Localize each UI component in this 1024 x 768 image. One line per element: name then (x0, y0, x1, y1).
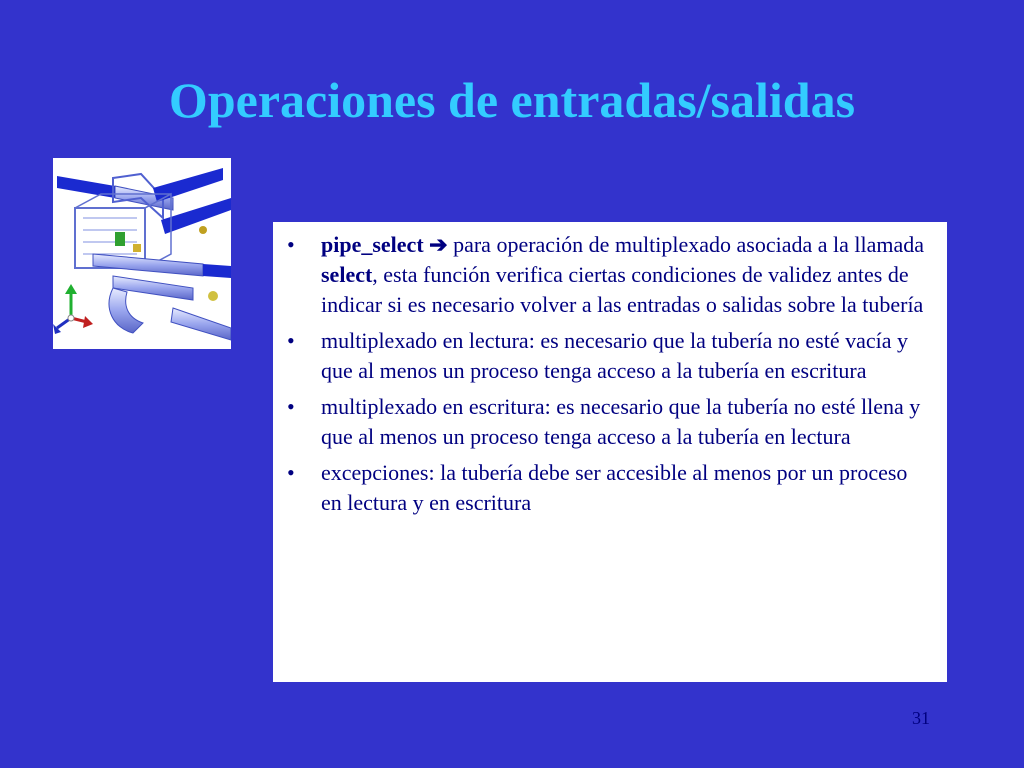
keyword-select: select (321, 262, 373, 287)
bullet-item-multiplexado-lectura (287, 326, 933, 386)
bullet-marker: • (287, 328, 295, 353)
bullet-marker: • (287, 460, 295, 485)
bullet-text: multiplexado en lectura: es necesario que la tubería no esté vacía y que al menos un proceso tenga acceso a la tubería en escritura (321, 328, 909, 383)
bullet-marker: • (287, 232, 295, 257)
bullet-item-excepciones (287, 458, 933, 518)
content-box (273, 222, 947, 682)
bullet-item-multiplexado-escritura (287, 392, 933, 452)
bullet-text: para operación de multiplexado asociada a la llamada (447, 232, 925, 257)
keyword-pipe-select: pipe_select (321, 232, 424, 257)
bullet-text: excepciones: la tubería debe ser accesible al menos por un proceso en lectura y en escritura (321, 460, 908, 515)
slide-title: Operaciones de entradas/salidas (168, 72, 856, 128)
bullet-marker: • (287, 394, 295, 419)
bullet-list (287, 230, 933, 518)
bullet-item-pipe-select (287, 230, 933, 320)
arrow-icon: ➔ (429, 232, 448, 257)
bullet-text: multiplexado en escritura: es necesario que la tubería no esté llena y que al menos un proceso tenga acceso a la tubería en lectura (321, 394, 921, 449)
page-number: 31 (912, 708, 930, 728)
bullet-text: , esta función verifica ciertas condiciones de validez antes de indicar si es necesario volver a las entradas o salidas sobre la tubería (321, 262, 924, 317)
pipe-3d-wireframe-icon (53, 158, 231, 349)
